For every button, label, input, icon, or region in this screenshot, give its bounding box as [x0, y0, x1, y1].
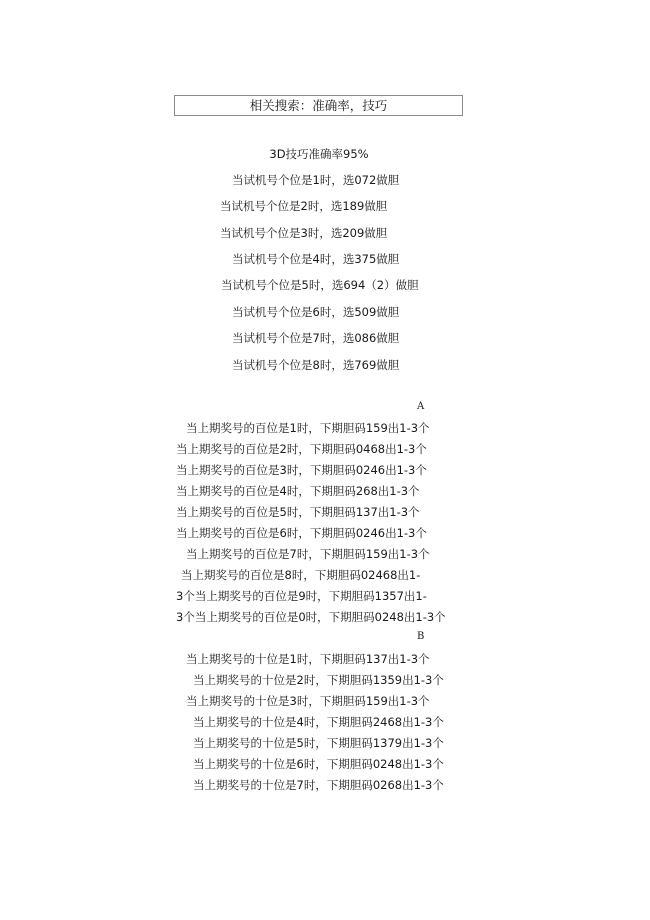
trial-rule: 当试机号个位是1时，选072做胆 — [232, 173, 400, 187]
trial-rule: 当试机号个位是3时，选209做胆 — [220, 226, 388, 240]
section-b-line: 当上期奖号的十位是5时，下期胆码1379出1-3个 — [193, 736, 444, 750]
trial-rule: 当试机号个位是6时，选509做胆 — [232, 305, 400, 319]
section-a-line: 当上期奖号的百位是2时，下期胆码0468出1-3个 — [176, 442, 427, 456]
trial-rule: 当试机号个位是4时，选375做胆 — [232, 252, 400, 266]
section-a-line: 当上期奖号的百位是8时，下期胆码02468出1- — [181, 568, 421, 582]
section-a-line: 当上期奖号的百位是4时，下期胆码268出1-3个 — [176, 484, 420, 498]
section-a-line: 当上期奖号的百位是7时，下期胆码159出1-3个 — [186, 547, 430, 561]
section-b-line: 当上期奖号的十位是4时，下期胆码2468出1-3个 — [193, 715, 444, 729]
section-b-line: 当上期奖号的十位是1时，下期胆码137出1-3个 — [186, 652, 430, 666]
section-a-line: 当上期奖号的百位是6时，下期胆码0246出1-3个 — [176, 526, 427, 540]
section-a-line: 3个当上期奖号的百位是9时，下期胆码1357出1- — [176, 589, 427, 603]
section-a-line: 3个当上期奖号的百位是0时，下期胆码0248出1-3个 — [176, 610, 446, 624]
section-b-line: 当上期奖号的十位是3时，下期胆码159出1-3个 — [186, 694, 430, 708]
trial-rule: 当试机号个位是7时，选086做胆 — [232, 331, 400, 345]
related-search-box[interactable]: 相关搜索：准确率，技巧 — [174, 95, 463, 116]
trial-rule: 当试机号个位是5时，选694（2）做胆 — [221, 278, 419, 292]
section-b-line: 当上期奖号的十位是6时，下期胆码0248出1-3个 — [193, 757, 444, 771]
trial-rule: 当试机号个位是2时，选189做胆 — [220, 199, 388, 213]
section-a-line: 当上期奖号的百位是5时，下期胆码137出1-3个 — [176, 505, 420, 519]
section-b-line: 当上期奖号的十位是2时，下期胆码1359出1-3个 — [193, 673, 444, 687]
section-b-marker: B — [417, 631, 425, 642]
section-a-line: 当上期奖号的百位是1时，下期胆码159出1-3个 — [186, 421, 430, 435]
section-a-line: 当上期奖号的百位是3时，下期胆码0246出1-3个 — [176, 463, 427, 477]
section-a-marker: A — [417, 401, 425, 412]
trial-rule: 当试机号个位是8时，选769做胆 — [232, 358, 400, 372]
section-b-line: 当上期奖号的十位是7时，下期胆码0268出1-3个 — [193, 778, 444, 792]
page-title: 3D技巧准确率95% — [269, 147, 369, 161]
